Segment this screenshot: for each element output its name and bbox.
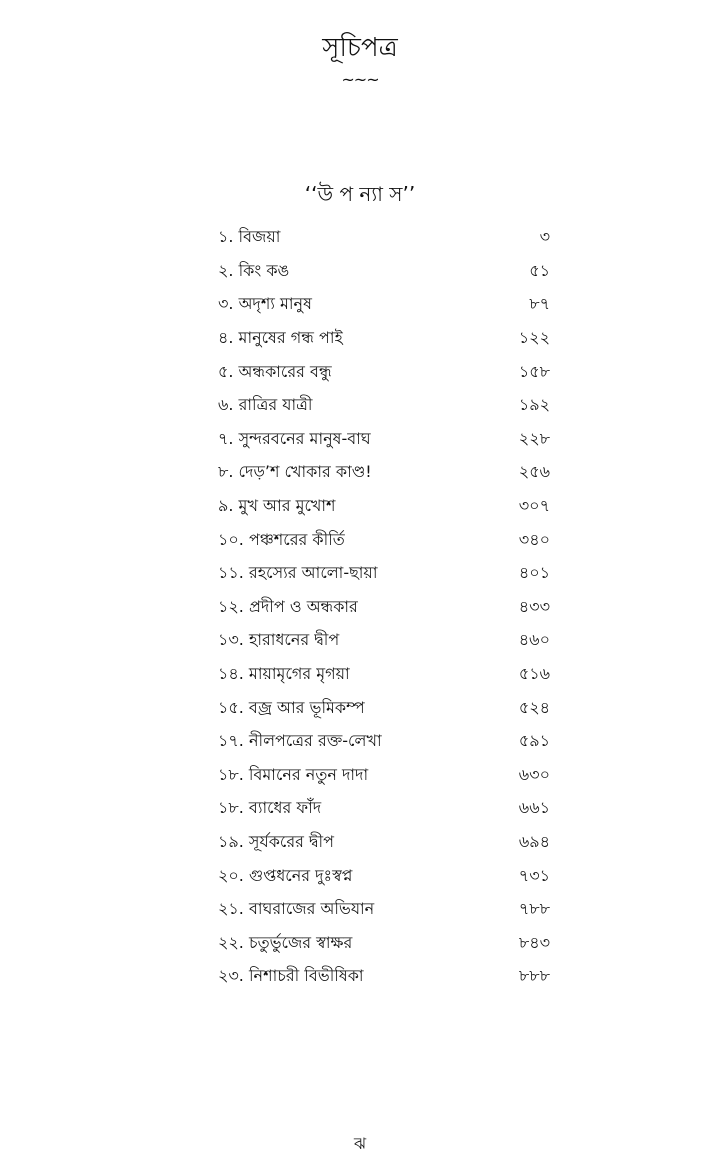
toc-entry-page-number: ৮৮৮ <box>518 966 550 986</box>
toc-entry-page-number: ৫২৪ <box>518 697 550 717</box>
toc-entry <box>218 423 550 457</box>
toc-entry <box>218 759 550 793</box>
toc-entry <box>218 557 550 591</box>
toc-entry-page-number: ৩ <box>539 227 550 247</box>
toc-entry-page-number: ৬৬১ <box>518 798 550 818</box>
toc-entry-title: ১৩. হারাধনের দ্বীপ <box>218 630 340 650</box>
toc-entry <box>218 658 550 692</box>
toc-entry-title: ১৫. বজ্র আর ভূমিকম্প <box>218 697 365 717</box>
toc-entry-page-number: ৭৩১ <box>518 865 550 885</box>
toc-entry-title: ৭. সুন্দরবনের মানুষ-বাঘ <box>218 428 371 448</box>
toc-entry-title: ১০. পঞ্চশরের কীর্তি <box>218 529 345 549</box>
toc-entry <box>218 456 550 490</box>
toc-entry-page-number: ৫১ <box>529 260 550 280</box>
toc-entry-title: ৪. মানুষের গন্ধ পাই <box>218 328 343 348</box>
toc-entry-title: ১. বিজয়া <box>218 227 281 247</box>
toc-entry-page-number: ১৫৮ <box>518 361 550 381</box>
toc-entry-page-number: ৮৭ <box>529 294 550 314</box>
toc-entry-page-number: ৬৯৪ <box>518 831 550 851</box>
toc-entry-page-number: ৪৬০ <box>518 630 550 650</box>
toc-entry <box>218 960 550 994</box>
toc-entry-page-number: ১৯২ <box>518 395 550 415</box>
toc-entry <box>218 389 550 423</box>
toc-entry <box>218 288 550 322</box>
toc-entry-title: ২৩. নিশাচরী বিভীষিকা <box>218 966 364 986</box>
toc-entry-page-number: ৩৪০ <box>518 529 550 549</box>
toc-entry <box>218 322 550 356</box>
toc-entry <box>218 523 550 557</box>
toc-entry-title: ২২. চতুর্ভুজের স্বাক্ষর <box>218 932 353 952</box>
toc-entry <box>218 792 550 826</box>
toc-entry <box>218 725 550 759</box>
toc-entry-page-number: ৫১৬ <box>518 664 550 684</box>
toc-entry <box>218 221 550 255</box>
toc-entry <box>218 926 550 960</box>
toc-entry-page-number: ৩০৭ <box>518 496 550 516</box>
page-title: সূচিপত্র <box>322 33 398 63</box>
toc-entry-title: ১৮. বিমানের নতুন দাদা <box>218 764 369 784</box>
title-ornament: ~~~ <box>341 70 379 89</box>
toc-entry-title: ২. কিং কঙ <box>218 260 290 280</box>
toc-entry-page-number: ৪৩৩ <box>518 596 550 616</box>
toc-entry-title: ১২. প্রদীপ ও অন্ধকার <box>218 596 358 616</box>
toc-entry <box>218 255 550 289</box>
page-number-footer: ঝ <box>353 1134 367 1153</box>
toc-entry <box>218 893 550 927</box>
toc-entry <box>218 490 550 524</box>
toc-entry <box>218 691 550 725</box>
toc-entry-title: ৩. অদৃশ্য মানুষ <box>218 294 312 314</box>
toc-entry-title: ১৯. সূর্যকরের দ্বীপ <box>218 831 334 851</box>
toc-entry-page-number: ১২২ <box>518 328 550 348</box>
toc-entry-page-number: ৮৪৩ <box>518 932 550 952</box>
toc-entry-page-number: ২৫৬ <box>518 462 550 482</box>
toc-entry-page-number: ২২৮ <box>518 428 550 448</box>
toc-entry-title: ৫. অন্ধকারের বন্ধু <box>218 361 332 381</box>
toc-entry-title: ১১. রহস্যের আলো-ছায়া <box>218 563 378 583</box>
section-heading: ‘‘উ প ন্যা স’’ <box>304 182 416 206</box>
toc-entry <box>218 624 550 658</box>
toc-entry <box>218 859 550 893</box>
toc-entry-page-number: ৬৩০ <box>518 764 550 784</box>
toc-entry <box>218 355 550 389</box>
toc-entry-page-number: ৭৮৮ <box>518 899 550 919</box>
table-of-contents <box>218 221 550 994</box>
toc-entry-title: ৯. মুখ আর মুখোশ <box>218 496 336 516</box>
toc-entry-page-number: ৪০১ <box>518 563 550 583</box>
toc-entry <box>218 591 550 625</box>
toc-entry-title: ১৪. মায়ামৃগের মৃগয়া <box>218 664 350 684</box>
toc-entry-title: ৮. দেড়’শ খোকার কাণ্ড! <box>218 462 372 482</box>
toc-entry-page-number: ৫৯১ <box>518 731 550 751</box>
toc-entry-title: ৬. রাত্রির যাত্রী <box>218 395 313 415</box>
toc-entry-title: ২১. বাঘরাজের অভিযান <box>218 899 375 919</box>
toc-entry-title: ১৭. নীলপত্রের রক্ত-লেখা <box>218 731 382 751</box>
toc-entry-title: ২০. গুপ্তধনের দুঃস্বপ্ন <box>218 865 353 885</box>
toc-entry <box>218 826 550 860</box>
toc-entry-title: ১৮. ব্যাধের ফাঁদ <box>218 798 322 818</box>
